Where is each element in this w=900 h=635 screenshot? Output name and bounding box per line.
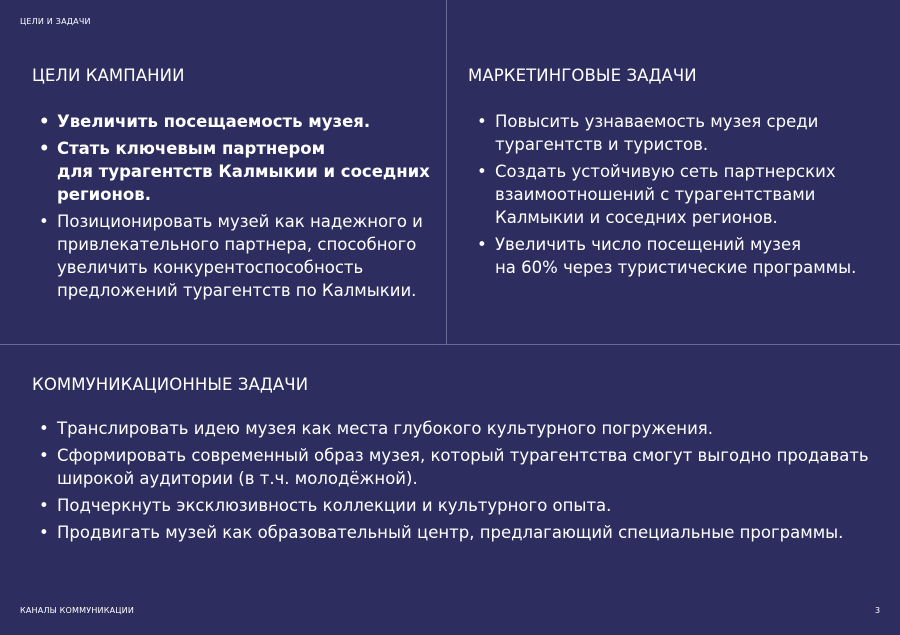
horizontal-divider xyxy=(0,344,900,345)
list-item: • Повысить узнаваемость музея среди турагентств и туристов. xyxy=(476,110,891,156)
list-item xyxy=(476,233,891,279)
page-number: 3 xyxy=(875,606,881,615)
campaign-goals-list xyxy=(38,110,438,306)
campaign-goals-title: ЦЕЛИ КАМПАНИИ xyxy=(32,66,185,85)
marketing-tasks-title: МАРКЕТИНГОВЫЕ ЗАДАЧИ xyxy=(468,66,697,85)
list-item xyxy=(38,137,438,206)
list-item-line: Стать ключевым партнером для турагентств Калмыкии и соседних регионов. xyxy=(57,139,430,204)
list-item: • Сформировать современный образ музея, который турагентства смогут выгодно продавать широкой аудитории (в т.ч. молодёжной). xyxy=(38,444,888,490)
list-item: • Увеличить посещаемость музея. xyxy=(38,110,438,133)
vertical-divider xyxy=(446,0,447,344)
marketing-tasks-list xyxy=(476,110,891,283)
list-item: • Транслировать идею музея как места глубокого культурного погружения. xyxy=(38,417,888,440)
header-section-label: ЦЕЛИ И ЗАДАЧИ xyxy=(20,17,91,26)
list-item: • Создать устойчивую сеть партнерских взаимоотношений с турагентствами Калмыкии и соседних регионов. xyxy=(476,160,891,229)
communication-tasks-title: КОММУНИКАЦИОННЫЕ ЗАДАЧИ xyxy=(32,375,309,394)
footer-section-label: КАНАЛЫ КОММУНИКАЦИИ xyxy=(20,606,135,615)
list-item: • Подчеркнуть эксклюзивность коллекции и культурного опыта. xyxy=(38,494,888,517)
list-item-line: Увеличить число посещений музея на 60% через туристические программы. xyxy=(495,235,857,277)
list-item: • Позиционировать музей как надежного и привлекательного партнера, способного увеличить конкурентоспособность предложений турагентств по Калмыкии. xyxy=(38,210,438,302)
list-item: • Продвигать музей как образовательный центр, предлагающий специальные программы. xyxy=(38,521,888,544)
communication-tasks-list xyxy=(38,417,888,548)
